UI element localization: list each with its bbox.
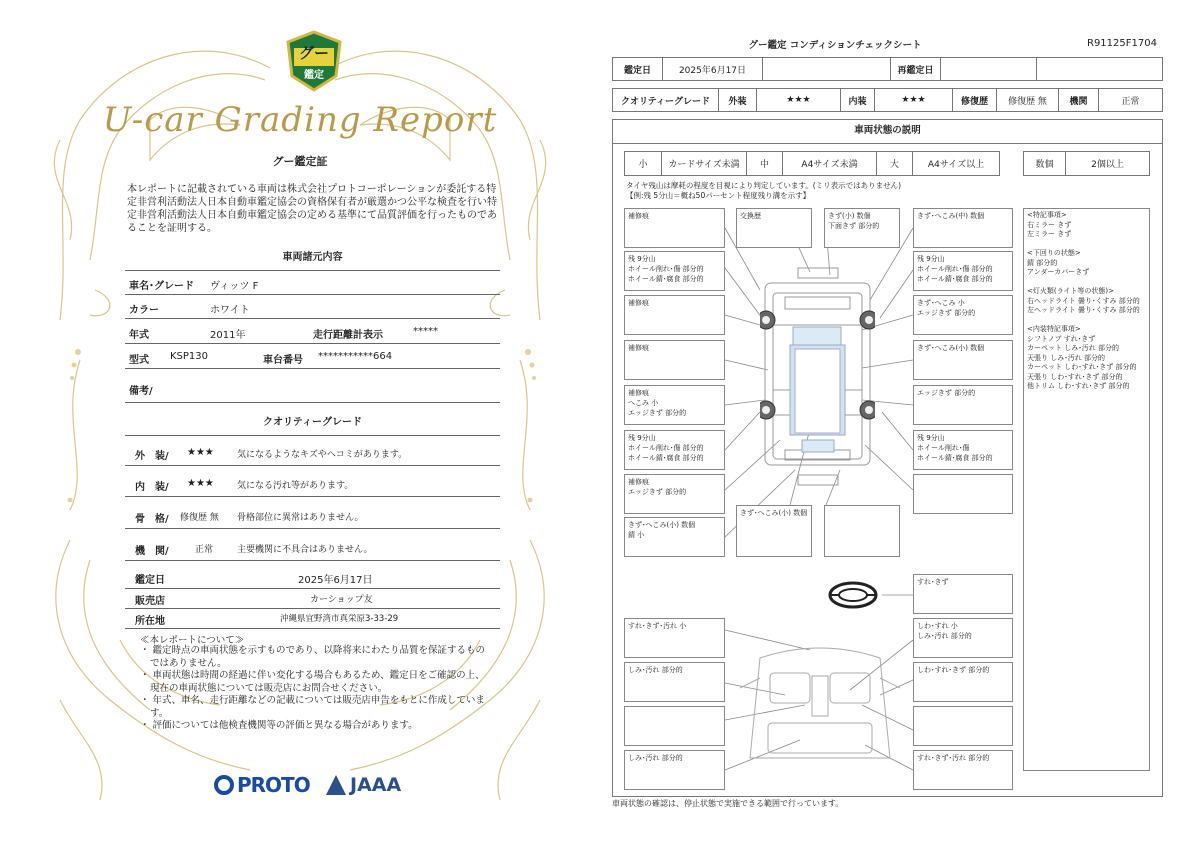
address-label: 所在地 [135, 616, 165, 627]
about-item: ・ 車両状態は時間の経過に伴い変化する場合もあるため、鑑定日をご確認の上、現在の車両状態については販売店にお問合せください。 [140, 670, 485, 694]
interior-right-box: すれ･きず [913, 574, 1013, 614]
model-label: 型式 [129, 355, 149, 366]
info-row-shop [125, 588, 500, 609]
interior-right-box [913, 706, 1013, 746]
goo-badge [284, 30, 344, 92]
redate-label: 再鑑定日 [891, 58, 941, 80]
right-box: 残 9分山 ホイール削れ･傷 部分的 ホイール錆･腐食 部分的 [913, 251, 1013, 291]
legend-key: 小 [625, 152, 662, 175]
legend-value: カードサイズ未満 [662, 152, 747, 175]
left-box: 残 9分山 ホイール削れ･傷 部分的 ホイール錆･腐食 部分的 [624, 251, 725, 291]
interior-value: ★★★ [875, 89, 953, 111]
legend-key: 中 [747, 152, 783, 175]
shop-value: カーショップ友 [310, 595, 373, 605]
spec-row-color [125, 295, 500, 319]
report-title: U-car Grading Report [102, 100, 498, 140]
name-label: 車名･グレード [129, 281, 194, 292]
top-box: きず(小) 数個 下面きず 部分的 [824, 208, 900, 248]
left-box: 補修痕 [624, 340, 725, 380]
bottom-box: きず･へこみ(小) 数個 [736, 505, 812, 557]
quality-comment: 骨格部位に異常はありません。 [237, 513, 364, 523]
left-box: 補修痕 へこみ 小 エッジきず 部分的 [624, 385, 725, 425]
name-value: ヴィッツ F [210, 281, 259, 292]
interior-left-box: しみ･汚れ 部分的 [624, 662, 725, 702]
color-value: ホワイト [210, 305, 250, 316]
date-value: 2025年6月17日 [298, 575, 373, 586]
special-notes-box: <特記事項> 右ミラー きず 左ミラー きず <下回りの状態> 錆 部分的 アンダーカバーきず <灯火類(ライト等の状態)> 右ヘッドライト 曇り･くすみ 部分的 左ヘッドライト 曇り･くすみ 部分的 <内装特記事項> シフトノブ すれ･きず カーペット しみ･汚れ 部分的 天張り しみ･汚れ 部分的 カーペット しわ･すれ･きず 部分的 天張り しわ･すれ･きず 部分的 他トリム しわ･すれ･きず 部分的 [1023, 208, 1150, 771]
chassis-value: ***********664 [318, 351, 393, 362]
odo-value: ***** [413, 326, 438, 337]
count-value: 2個以上 [1091, 160, 1124, 170]
spec-row-note [125, 374, 500, 403]
repair-label: 修復歴 [953, 89, 997, 111]
left-box: 残 9分山 ホイール削れ･傷 部分的 ホイール錆･腐食 部分的 [624, 430, 725, 470]
legend-value: A4サイズ以上 [927, 160, 985, 170]
model-value: KSP130 [170, 351, 209, 362]
left-box: きず･へこみ(小) 数個 錆 小 [624, 517, 725, 557]
info-row-address [125, 608, 500, 629]
engine-value: 正常 [1121, 96, 1140, 107]
odo-label: 走行距離計表示 [313, 330, 383, 341]
interior-label: 内装 [841, 89, 875, 111]
legend-value: A4サイズ未満 [783, 152, 877, 175]
quality-row [125, 534, 500, 561]
quality-row [125, 470, 500, 497]
spec-heading: 車両諸元内容 [125, 248, 500, 271]
interior-left-box: しみ･汚れ 部分的 [624, 750, 725, 790]
right-box [913, 474, 1013, 514]
note-label: 備考/ [129, 386, 153, 397]
doc-id: R91125F1704 [1087, 38, 1157, 49]
car-top-diagram [760, 265, 875, 490]
quality-label: 機 関/ [135, 546, 169, 557]
quality-row [125, 439, 500, 466]
bottom-box [824, 505, 900, 557]
spec-row-model [125, 345, 500, 369]
jaaa-logo [326, 770, 401, 800]
count-label: 数個 [1024, 152, 1066, 175]
sheet-title: グー鑑定 コンディションチェックシート [748, 40, 922, 51]
tire-example: 【例:残 5分山＝概ね50パーセント程度残り溝を示す】 [626, 191, 811, 200]
interior-right-box: しわ･すれ･きず 部分的 [913, 662, 1013, 702]
quality-label: 内 装/ [135, 482, 169, 493]
right-box: きず･へこみ 小 エッジきず 部分的 [913, 295, 1013, 335]
proto-logo-icon [214, 775, 234, 795]
right-box: エッジきず 部分的 [913, 385, 1013, 425]
top-box: 交換歴 [736, 208, 812, 248]
right-box: きず･へこみ(小) 数個 [913, 340, 1013, 380]
tire-note: タイヤ残山は摩耗の程度を目視により判定しています。(ミリ表示ではありません) [626, 181, 902, 190]
jaaa-logo-text: JAAA [350, 774, 402, 796]
cert-text: 本レポートに記載されている車両は株式会社プロトコーポレーションが委託する特定非営利活動法人日本自動車鑑定協会の資格保有者が厳選かつ公平な検査を行い特定非営利活動法人日本自動車鑑定協会の定める基準にて品質評価を行ったものであることを証明する。 [127, 184, 497, 234]
quality-grade: ★★★ [187, 478, 214, 489]
proto-logo-text: PROTO [237, 773, 310, 797]
check-sheet-panel [600, 0, 1200, 848]
left-box: 補修痕 [624, 295, 725, 335]
quality-comment: 気になるようなキズやヘコミがあります。 [237, 450, 408, 460]
info-row-date [125, 566, 500, 589]
engine-label: 機関 [1059, 89, 1099, 111]
quality-grade: ★★★ [187, 447, 214, 458]
car-interior-diagram [740, 638, 900, 768]
about-item: ・ 評価については他検査機関等の評価と異なる場合があります。 [140, 720, 418, 731]
exterior-label: 外装 [719, 89, 757, 111]
quality-heading: クオリティーグレード [125, 413, 500, 436]
legend-key: 大 [877, 152, 913, 175]
quality-grade: 修復歴 無 [180, 513, 219, 523]
steering-wheel-icon [828, 580, 878, 610]
year-value: 2011年 [210, 330, 246, 341]
date-label: 鑑定日 [613, 58, 663, 80]
year-label: 年式 [129, 330, 149, 341]
left-box: 補修痕 [624, 208, 725, 248]
quality-comment: 主要機関に不具合はありません。 [237, 545, 373, 555]
about-item: ・ 鑑定時点の車両状態を示すものであり、以降将来にわたり品質を保証するものではありません。 [140, 645, 486, 669]
date-value: 2025年6月17日 [663, 58, 763, 80]
quality-grade-label: クオリティーグレード [613, 89, 719, 111]
quality-row [125, 502, 500, 529]
interior-right-box: すれ･きず･汚れ 部分的 [913, 750, 1013, 790]
cert-heading: グー鑑定証 [272, 155, 328, 168]
quality-label: 骨 格/ [135, 514, 169, 525]
jaaa-logo-icon [326, 775, 346, 795]
proto-logo [214, 770, 310, 800]
repair-value: 修復歴 無 [997, 89, 1059, 111]
badge-bottom-text: 鑑定 [304, 70, 324, 81]
section-title: 車両状態の説明 [612, 119, 1163, 144]
spec-row-name [125, 271, 500, 295]
quality-label: 外 装/ [135, 451, 169, 462]
quality-comment: 気になる汚れ等があります。 [237, 481, 354, 491]
right-box: 残 9分山 ホイール削れ･傷 ホイール錆･腐食 部分的 [913, 430, 1013, 470]
right-box: きず･へこみ(中) 数個 [913, 208, 1013, 248]
about-item: ・ 年式、車名、走行距離などの記載については販売店申告をもとに作成しています。 [140, 695, 485, 719]
about-heading: ≪本レポートについて≫ [140, 635, 245, 646]
left-box: 補修痕 エッジきず 部分的 [624, 474, 725, 514]
badge-top-text: グー [298, 44, 329, 62]
sheet-footer: 車両状態の確認は、停止状態で実施できる範囲で行っています。 [612, 799, 844, 808]
spec-row-year [125, 320, 500, 344]
color-label: カラー [129, 305, 159, 316]
shop-label: 販売店 [135, 596, 165, 607]
exterior-value: ★★★ [757, 89, 841, 111]
about-list [140, 645, 490, 733]
date-label: 鑑定日 [135, 575, 165, 586]
interior-right-box: しわ･すれ 小 しみ･汚れ 部分的 [913, 618, 1013, 658]
chassis-label: 車台番号 [263, 355, 303, 366]
quality-grade: 正常 [195, 545, 214, 555]
interior-left-box [624, 706, 725, 746]
interior-left-box: すれ･きず･汚れ 小 [624, 618, 725, 658]
address-value: 沖縄県宜野湾市真栄原3-33-29 [280, 614, 399, 624]
